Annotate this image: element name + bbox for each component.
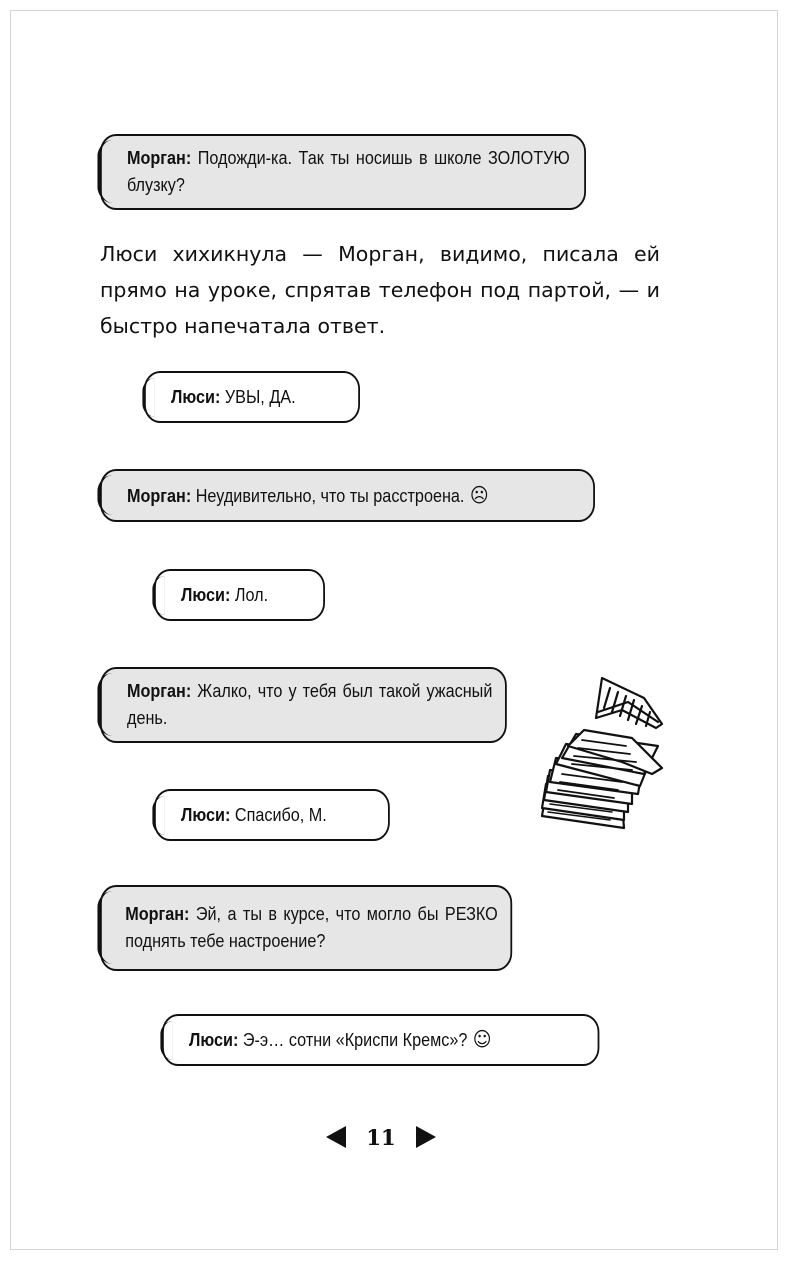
message-bubble-morgan	[100, 134, 586, 210]
smile-face-icon: ☺	[472, 1027, 492, 1051]
message-bubble-morgan	[100, 667, 507, 743]
message-body: Э-э… сотни «Криспи Кремс»?	[242, 1030, 468, 1050]
prev-page-arrow-icon	[326, 1126, 346, 1148]
message-bubble-lucy	[162, 1014, 599, 1066]
message-body: Неудивительно, что ты расстроена.	[195, 485, 465, 506]
message-text	[181, 802, 375, 829]
speaker-name: Морган:	[127, 148, 192, 168]
speaker-name: Люси:	[189, 1030, 239, 1050]
speaker-name: Морган:	[127, 681, 192, 701]
speaker-name: Люси:	[181, 584, 231, 605]
sad-face-icon: ☹	[469, 482, 489, 507]
message-text	[181, 582, 311, 609]
page-number: 11	[366, 1124, 396, 1150]
message-bubble-morgan	[100, 885, 512, 971]
speaker-name: Люси:	[171, 386, 221, 407]
message-bubble-morgan	[100, 469, 595, 522]
message-text	[127, 482, 581, 510]
message-text	[171, 384, 346, 411]
message-bubble-lucy	[154, 569, 325, 621]
message-body: Подожди-ка. Так ты носишь в школе ЗОЛОТУЮ блузку?	[127, 148, 570, 195]
message-body: Спасибо, М.	[234, 804, 327, 825]
message-body: Эй, а ты в курсе, что могло бы РЕЗКО поднять тебе настроение?	[125, 904, 498, 951]
speaker-name: Морган:	[125, 904, 190, 924]
message-text	[127, 145, 570, 199]
message-text	[125, 901, 498, 955]
next-page-arrow-icon	[416, 1126, 436, 1148]
paper-stack-icon	[532, 666, 672, 836]
narration-paragraph: Люси хихикнула — Морган, видимо, писала ей прямо на уроке, спрятав телефон под партой, — и быстро напечатала ответ.	[100, 242, 660, 338]
message-text	[189, 1026, 585, 1054]
speaker-name: Морган:	[127, 485, 192, 506]
message-bubble-lucy	[144, 371, 360, 423]
speaker-name: Люси:	[181, 804, 231, 825]
message-body: Лол.	[234, 584, 269, 605]
message-bubble-lucy	[154, 789, 390, 841]
page-navigation	[326, 1122, 436, 1152]
message-body: Жалко, что у тебя был такой ужасный день.	[127, 681, 493, 728]
message-text	[127, 678, 492, 732]
message-body: УВЫ, ДА.	[224, 386, 296, 407]
